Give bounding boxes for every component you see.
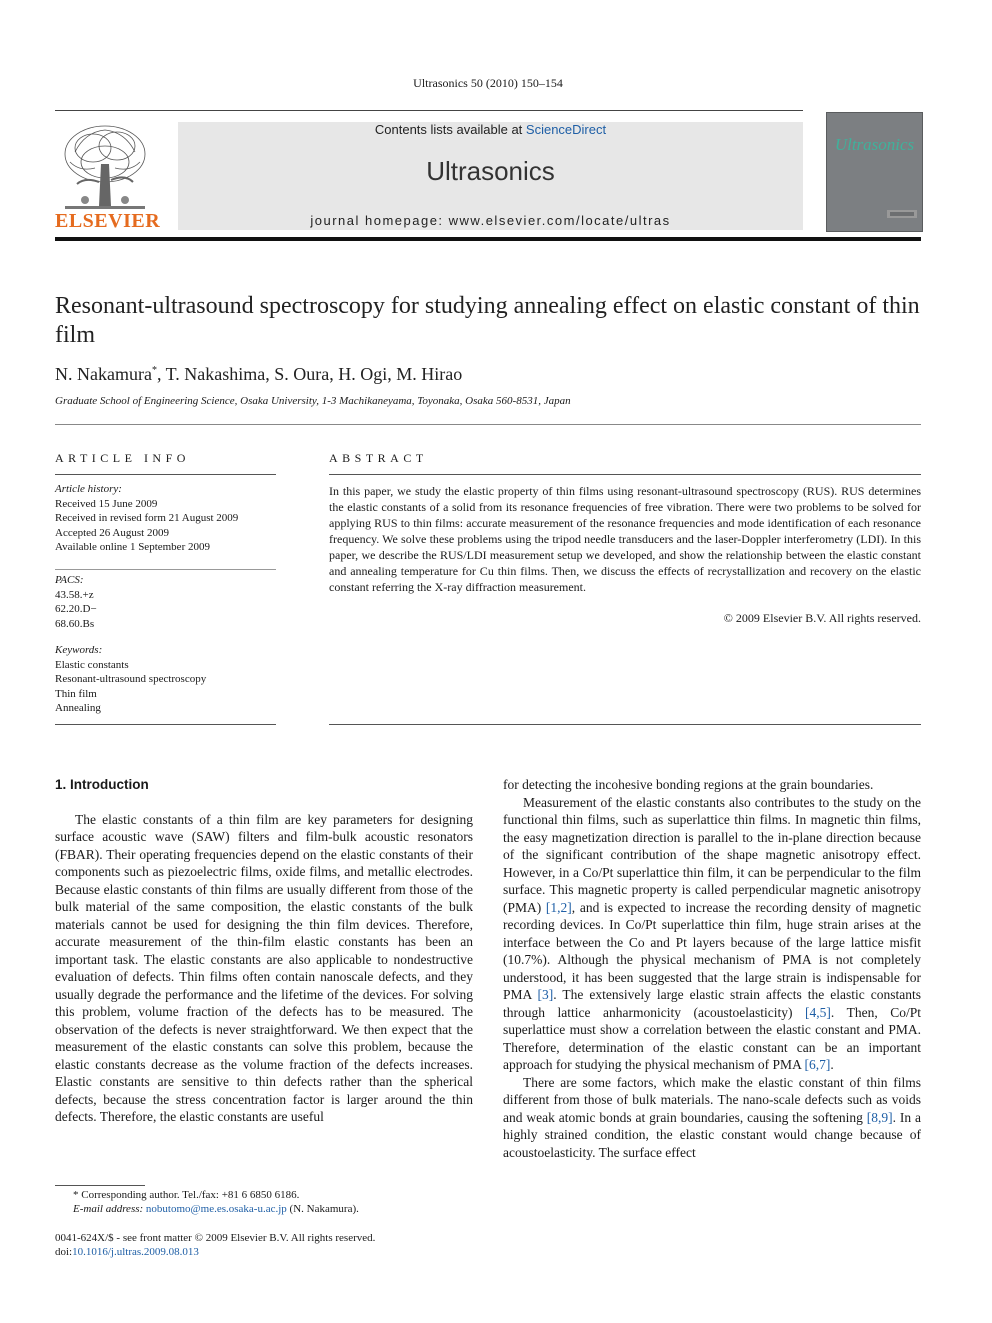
body-text: . Then, Co/Pt superlattice must show a correlation between the elastic constant and PMA. Therefore, determination of the elastic constant can be an important approach for studying the physical mechanism of PMA <box>503 1004 921 1072</box>
abstract-bottom-rule <box>329 724 921 725</box>
issn-line: 0041-624X/$ - see front matter © 2009 Elsevier B.V. All rights reserved. <box>55 1232 376 1244</box>
body-text: . In a highly strained condition, the elastic constant would change because of acoustoelasticity. The surface effect <box>503 1109 921 1160</box>
cover-title: Ultrasonics <box>834 135 915 154</box>
article-info-bottom-rule <box>55 724 276 725</box>
contents-prefix: Contents lists available at <box>374 122 526 137</box>
history-label: Article history: <box>55 483 122 495</box>
pacs-list <box>55 573 276 631</box>
corresponding-author: N. Nakamura <box>55 364 152 384</box>
article-history <box>55 482 276 555</box>
body-column-left <box>55 776 473 1126</box>
masthead-rule <box>55 237 921 241</box>
journal-reference: Ultrasonics 50 (2010) 150–154 <box>413 76 563 90</box>
doi-label: doi: <box>55 1246 73 1258</box>
article-info-heading: ARTICLE INFO <box>55 451 190 465</box>
doi-link[interactable]: 10.1016/j.ultras.2009.08.013 <box>72 1246 199 1258</box>
footnote-rule <box>55 1185 145 1186</box>
author-footnote-mark[interactable]: * <box>151 365 157 376</box>
journal-cover-thumbnail <box>826 112 923 232</box>
abstract-rule <box>329 474 921 475</box>
citation-link[interactable]: [3] <box>537 987 554 1002</box>
keywords-label: Keywords: <box>55 644 103 656</box>
pacs-item: 43.58.+z <box>55 588 94 601</box>
abstract-heading: ABSTRACT <box>329 451 428 465</box>
journal-masthead <box>178 122 803 230</box>
email-label: E-mail address: <box>73 1203 146 1215</box>
body-text: . The extensively large elastic strain affects the elastic constants through lattice anharmonicity (acoustoelasticity) <box>503 987 921 1020</box>
email-note <box>55 1202 473 1216</box>
body-text: Measurement of the elastic constants also contributes to the study on the functional thin films, such as superlattice thin films. In magnetic thin films, the easy magnetization direction is parallel to the in-plane direction because of the significant contribution of the shape magnetic anisotropy effect. However, in a Co/Pt superlattice thin film, it can be perpendicular to the film surface. This magnetic property is called perpendicular magnetic anisotropy (PMA) <box>503 794 921 915</box>
keyword-item: Elastic constants <box>55 658 129 671</box>
history-item: Accepted 26 August 2009 <box>55 526 169 539</box>
email-suffix: (N. Nakamura). <box>286 1203 359 1215</box>
copyright-notice: © 2009 Elsevier B.V. All rights reserved. <box>723 611 921 625</box>
coauthors: , T. Nakashima, S. Oura, H. Ogi, M. Hirao <box>156 364 463 384</box>
body-text: , and is expected to increase the recording density of magnetic recording devices. In Co/Pt superlattice thin film, huge strain arises at the interface between the Co and Pt layers because of the large lattice misfit (10.7%). Although the physical mechanism of PMA is not completely understood, it has been suggested that the large strain is indispensable for PMA <box>503 899 921 1002</box>
abstract-text: In this paper, we study the elastic property of thin films using resonant-ultrasound spectroscopy (RUS). RUS determines the elastic constants of a solid from its resonance frequencies of free vibration. There were two problems to be solved for applying RUS to thin films: accurate measurement of the resonance frequencies and mode identification of each resonance frequency. We solve these problems using the tripod needle transducers and the laser-Doppler interferometry (LDI). In this paper, we describe the RUS/LDI measurement setup we developed, and show the relationship between the elastic constant and annealing temperature for Cu thin films. Then, we discuss the effects of recrystallization and recovery on the elastic constant referring the X-ray diffraction measurement. <box>329 484 921 594</box>
header-rule <box>55 110 803 111</box>
body-paragraph <box>503 1074 921 1162</box>
pacs-item: 68.60.Bs <box>55 617 95 630</box>
keyword-item: Annealing <box>55 702 101 714</box>
cover-publisher-mark-icon <box>887 207 917 221</box>
tree-icon <box>55 122 155 212</box>
citation-link[interactable]: [8,9] <box>866 1109 893 1125</box>
journal-homepage[interactable]: journal homepage: www.elsevier.com/locate/ultras <box>310 213 671 228</box>
body-column-right <box>503 776 921 1161</box>
sciencedirect-link[interactable]: ScienceDirect <box>525 122 607 137</box>
keyword-item: Thin film <box>55 687 97 700</box>
footnote-mark: * <box>73 1189 79 1201</box>
section-heading: 1. Introduction <box>55 777 149 792</box>
doi-line <box>55 1245 473 1259</box>
history-item: Received 15 June 2009 <box>55 497 158 510</box>
pacs-label: PACS: <box>55 574 84 586</box>
body-paragraph: for detecting the incohesive bonding regions at the grain boundaries. <box>503 777 874 792</box>
history-item: Available online 1 September 2009 <box>55 541 210 553</box>
corresponding-author-note <box>55 1188 473 1202</box>
article-title: Resonant-ultrasound spectroscopy for studying annealing effect on elastic constant of thin film <box>55 293 920 348</box>
keyword-item: Resonant-ultrasound spectroscopy <box>55 673 207 685</box>
article-info-rule <box>55 474 276 475</box>
journal-name: Ultrasonics <box>426 156 555 186</box>
front-matter <box>55 1231 473 1259</box>
corresponding-text: Corresponding author. Tel./fax: +81 6 6850 6186. <box>81 1189 300 1201</box>
citation-link[interactable]: [6,7] <box>804 1057 831 1072</box>
footnote <box>55 1188 473 1216</box>
author-list <box>55 364 921 385</box>
article-info-divider <box>55 569 276 570</box>
affiliation: Graduate School of Engineering Science, Osaka University, 1-3 Machikaneyama, Toyonaka, Osaka 560-8531, Japan <box>55 395 571 407</box>
title-rule <box>55 424 921 425</box>
body-paragraph: The elastic constants of a thin film are key parameters for designing surface acoustic wave (SAW) filters and film-bulk acoustic resonators (FBAR). Their operating frequencies depend on the elastic constants of their components such as piezoelectric films, oxide films, and metallic electrodes. Because elastic constants of thin films are usually different from those of the bulk material of the same composition, the elastic constants of the bulk materials cannot be used for designing the thin film devices. Therefore, accurate measurement of the thin-film elastic constants has been an important task. The elastic constants are also applicable to nondestructive evaluation of defects. Thin films often contain nanoscale defects, and they usually degrade the performance and the lifetime of the devices. For solving this problem, volume fraction of the defects has to be measured. The observation of the defects is never straightforward. We then expect that the measurement of the elastic constants can solve this problem, because the elastic constants decrease as the volume fraction of the defects increases. Elastic constants are sensitive to thin defects rather than the spherical defects, because the stress concentration factor is larger around the thin defects. Therefore, the elastic constants are useful <box>55 811 473 1124</box>
citation-link[interactable]: [4,5] <box>805 1004 831 1020</box>
body-text: . <box>830 1057 834 1072</box>
body-paragraph <box>503 794 921 1074</box>
body-text: There are some factors, which make the elastic constant of thin films different from those of bulk materials. The nano-scale defects such as voids and weak atomic bonds at grain boundaries, causing the softening <box>503 1074 921 1125</box>
elsevier-wordmark: ELSEVIER <box>55 210 161 232</box>
email-link[interactable]: nobutomo@me.es.osaka-u.ac.jp <box>145 1203 287 1215</box>
keywords-list <box>55 643 276 716</box>
citation-link[interactable]: [1,2] <box>545 899 572 915</box>
history-item: Received in revised form 21 August 2009 <box>55 512 239 524</box>
contents-line <box>178 122 803 137</box>
pacs-item: 62.20.D− <box>55 603 97 615</box>
